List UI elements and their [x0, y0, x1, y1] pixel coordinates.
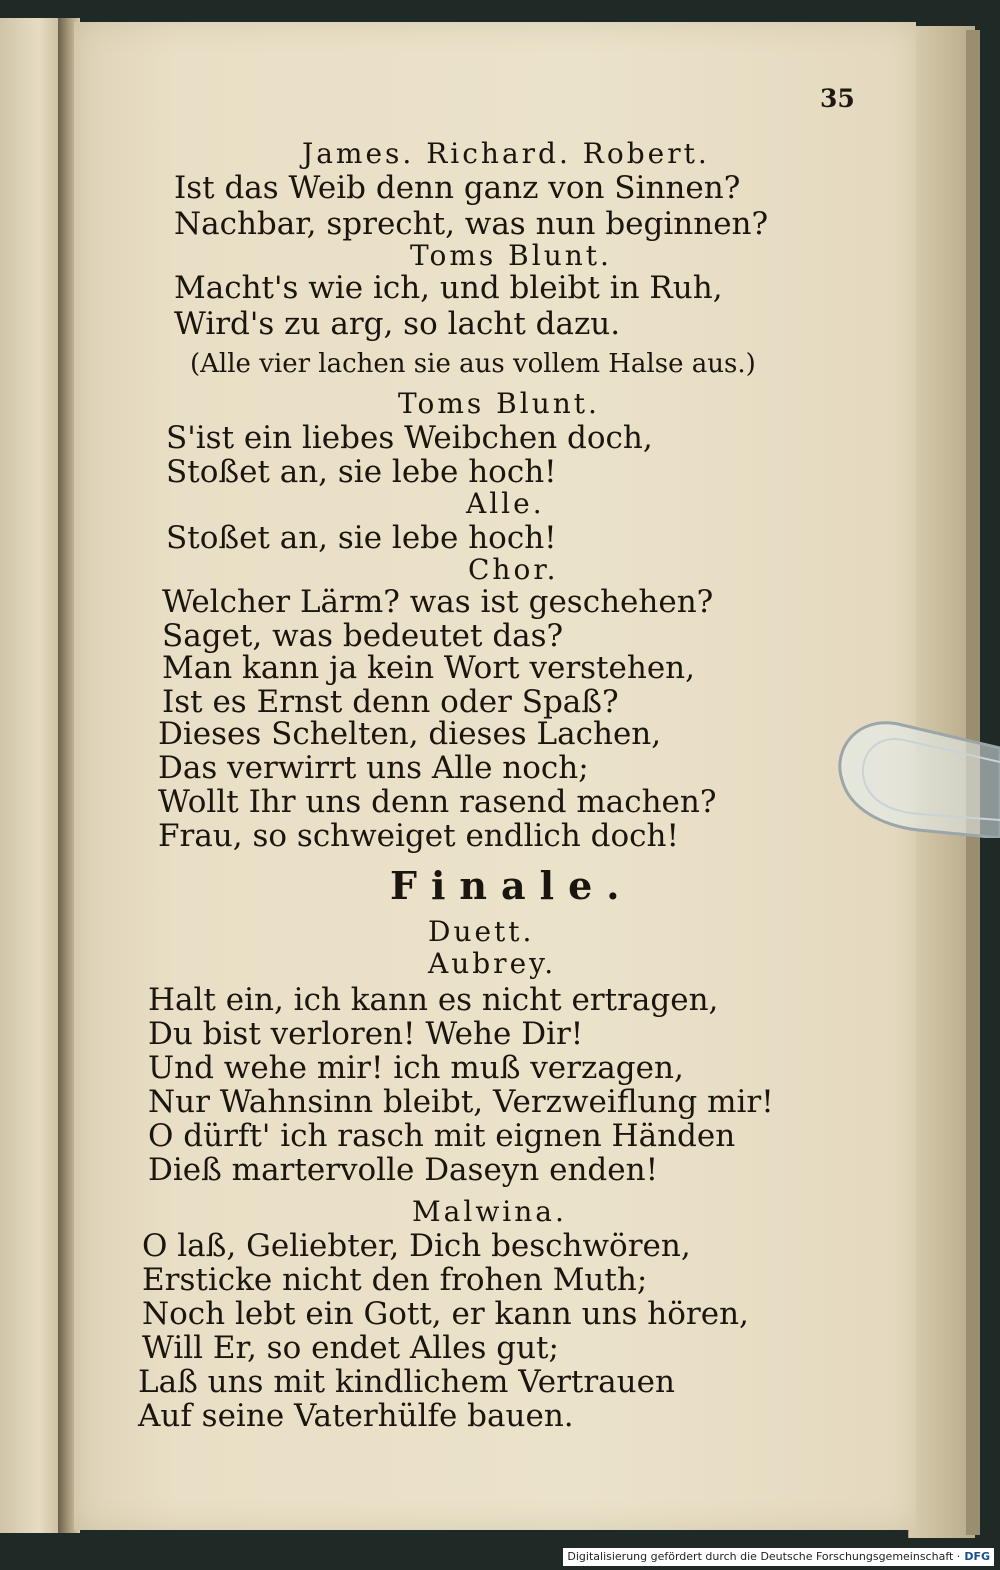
verse-line: Du bist verloren! Wehe Dir! — [148, 1016, 584, 1052]
verse-line: Macht's wie ich, und bleibt in Ruh, — [174, 270, 723, 306]
verse-line: Noch lebt ein Gott, er kann uns hören, — [142, 1296, 749, 1332]
speaker-line: Alle. — [466, 487, 545, 520]
verse-line: Welcher Lärm? was ist geschehen? — [162, 584, 714, 620]
paper-clip — [828, 718, 1000, 838]
verse-line: Nur Wahnsinn bleibt, Verzweiflung mir! — [148, 1084, 774, 1120]
verse-line: Will Er, so endet Alles gut; — [142, 1330, 559, 1366]
stage-direction: (Alle vier lachen sie aus vollem Halse aus.) — [190, 349, 756, 379]
verse-line: Das verwirrt uns Alle noch; — [158, 750, 589, 786]
speaker-line: Aubrey. — [428, 947, 557, 980]
verse-line: Laß uns mit kindlichem Vertrauen — [138, 1364, 675, 1400]
verse-line: Stoßet an, sie lebe hoch! — [166, 520, 557, 556]
verse-line: Frau, so schweiget endlich doch! — [158, 818, 679, 854]
section-title: Finale. — [390, 863, 634, 908]
verse-line: O laß, Geliebter, Dich beschwören, — [142, 1228, 691, 1264]
verse-line: Wollt Ihr uns denn rasend machen? — [158, 784, 717, 820]
verse-line: Ist das Weib denn ganz von Sinnen? — [174, 170, 741, 206]
verse-line: O dürft' ich rasch mit eignen Händen — [148, 1118, 736, 1154]
speaker-line: Chor. — [468, 553, 559, 586]
verse-line: Halt ein, ich kann es nicht ertragen, — [148, 982, 719, 1018]
verse-line: Ersticke nicht den frohen Muth; — [142, 1262, 648, 1298]
speaker-line: Duett. — [428, 915, 535, 948]
dfg-logo: DFG — [964, 1550, 990, 1563]
speaker-line: Toms Blunt. — [398, 387, 600, 420]
verse-line: Dieses Schelten, dieses Lachen, — [158, 716, 662, 752]
verse-line: Wird's zu arg, so lacht dazu. — [174, 306, 621, 342]
verse-line: Dieß martervolle Daseyn enden! — [148, 1152, 659, 1188]
credit-text: Digitalisierung gefördert durch die Deutsche Forschungsgemeinschaft · — [567, 1550, 961, 1563]
digitization-credit — [563, 1548, 994, 1566]
verse-line: S'ist ein liebes Weibchen doch, — [166, 420, 653, 456]
page-number: 35 — [820, 84, 855, 113]
speaker-line: James. Richard. Robert. — [302, 137, 710, 170]
verse-line: Und wehe mir! ich muß verzagen, — [148, 1050, 684, 1086]
verse-line: Auf seine Vaterhülfe bauen. — [138, 1398, 574, 1434]
verse-line: Stoßet an, sie lebe hoch! — [166, 454, 557, 490]
verse-line: Ist es Ernst denn oder Spaß? — [162, 684, 619, 720]
verse-line: Saget, was bedeutet das? — [162, 618, 564, 654]
speaker-line: Toms Blunt. — [410, 239, 612, 272]
verse-line: Nachbar, sprecht, was nun beginnen? — [174, 206, 769, 242]
verse-line: Man kann ja kein Wort verstehen, — [162, 650, 695, 686]
speaker-line: Malwina. — [412, 1195, 567, 1228]
